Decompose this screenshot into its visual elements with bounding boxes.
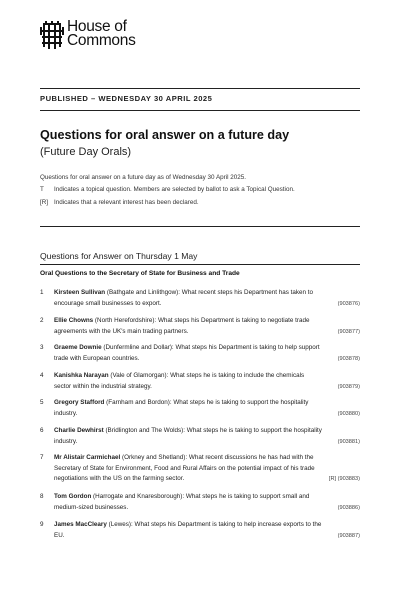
- question-number: 9: [40, 521, 44, 528]
- question-member: Gregory Stafford: [54, 399, 105, 406]
- question-number: 6: [40, 427, 44, 434]
- question-item: [40, 453, 360, 485]
- legend-key: T: [40, 186, 44, 193]
- logo-line-1: House of: [67, 18, 127, 35]
- question-constituency: (Lewes):: [106, 521, 135, 528]
- question-reference: (903876): [337, 300, 360, 307]
- question-reference: (903877): [337, 328, 360, 335]
- page-title: Questions for oral answer on a future day: [40, 128, 290, 142]
- question-member: Graeme Downie: [54, 344, 102, 351]
- question-member: Ellie Chowns: [54, 317, 94, 324]
- question-reference: (903878): [337, 355, 360, 362]
- logo-line-2: Commons: [67, 32, 136, 49]
- legend-text: Indicates that a relevant interest has been declared.: [54, 199, 199, 206]
- legend-interest: [40, 199, 199, 206]
- question-constituency: (Bridlington and The Wolds):: [103, 427, 187, 434]
- question-constituency: (Harrogate and Knaresborough):: [91, 493, 186, 500]
- question-member: James MacCleary: [54, 521, 107, 528]
- intro-text: Questions for oral answer on a future day as of Wednesday 30 April 2025.: [40, 174, 247, 181]
- question-constituency: (Dunfermline and Dollar):: [101, 344, 176, 351]
- legend-text: Indicates a topical question. Members are selected by ballot to ask a Topical Question.: [54, 186, 295, 193]
- question-number: 7: [40, 454, 44, 461]
- question-body: [54, 343, 322, 364]
- legend-key: [R]: [40, 199, 49, 206]
- question-number: 5: [40, 399, 44, 406]
- question-member: Kanishka Narayan: [54, 372, 109, 379]
- section-heading: Questions for Answer on Thursday 1 May: [40, 251, 198, 261]
- question-text: What steps he is taking to include the chemicals sector within the industrial strategy.: [54, 372, 305, 390]
- question-reference: (903881): [337, 438, 360, 445]
- question-text: What steps his Department is taking to negotiate trade agreements with the UK's main trading partners.: [54, 317, 310, 335]
- question-body: [54, 288, 322, 309]
- top-divider: [40, 88, 360, 89]
- question-body: [54, 316, 322, 337]
- question-constituency: (Bathgate and Linlithgow):: [105, 289, 182, 296]
- question-item: [40, 316, 360, 337]
- question-number: 2: [40, 317, 44, 324]
- logo-text: [67, 20, 136, 48]
- question-body: [54, 371, 322, 392]
- question-item: [40, 520, 360, 541]
- department-heading: Oral Questions to the Secretary of State for Business and Trade: [40, 270, 240, 277]
- question-body: [54, 520, 322, 541]
- published-date: PUBLISHED – WEDNESDAY 30 APRIL 2025: [40, 94, 213, 103]
- question-member: Kirsteen Sullivan: [54, 289, 106, 296]
- question-number: 8: [40, 493, 44, 500]
- question-number: 3: [40, 344, 44, 351]
- question-constituency: (Farnham and Bordon):: [104, 399, 174, 406]
- question-text: What steps he is taking to support the hospitality industry.: [54, 427, 322, 445]
- question-number: 4: [40, 372, 44, 379]
- question-text: What steps he is taking to support small and medium-sized businesses.: [54, 493, 310, 511]
- question-reference: (903887): [337, 532, 360, 539]
- question-item: [40, 492, 360, 513]
- question-reference: (903886): [337, 504, 360, 511]
- question-member: Mr Alistair Carmichael: [54, 454, 121, 461]
- question-text: What steps his Department is taking to help increase exports to the EU.: [54, 521, 322, 539]
- question-body: [54, 453, 322, 485]
- question-member: Tom Gordon: [54, 493, 92, 500]
- question-body: [54, 398, 322, 419]
- section-divider-bottom: [40, 264, 360, 265]
- question-text: What recent discussions he has had with the Secretary of State for Environment, Food and Rural Affairs on the potential impact of his trade negotiations with the US on the farming sector.: [54, 454, 315, 482]
- question-reference: (903879): [337, 383, 360, 390]
- question-item: [40, 371, 360, 392]
- question-reference: [R] (903883): [328, 476, 360, 482]
- portcullis-icon: [40, 21, 64, 51]
- question-body: [54, 426, 322, 447]
- published-divider: [40, 110, 360, 111]
- question-item: [40, 343, 360, 364]
- question-constituency: (Orkney and Shetland):: [120, 454, 189, 461]
- question-item: [40, 426, 360, 447]
- question-body: [54, 492, 322, 513]
- section-divider-top: [40, 226, 360, 227]
- legend-topical: [40, 186, 295, 193]
- question-text: What steps he is taking to support the hospitality industry.: [54, 399, 309, 417]
- question-reference: (903880): [337, 410, 360, 417]
- question-constituency: (North Herefordshire):: [93, 317, 158, 324]
- question-item: [40, 398, 360, 419]
- question-text: What recent steps his Department has taken to encourage small businesses to export.: [54, 289, 314, 307]
- house-of-commons-logo: [40, 20, 136, 51]
- question-text: What steps his Department is taking to help support trade with European countries.: [54, 344, 320, 362]
- question-number: 1: [40, 289, 44, 296]
- question-item: [40, 288, 360, 309]
- page-subtitle: (Future Day Orals): [40, 146, 132, 158]
- question-member: Charlie Dewhirst: [54, 427, 104, 434]
- question-constituency: (Vale of Glamorgan):: [108, 372, 171, 379]
